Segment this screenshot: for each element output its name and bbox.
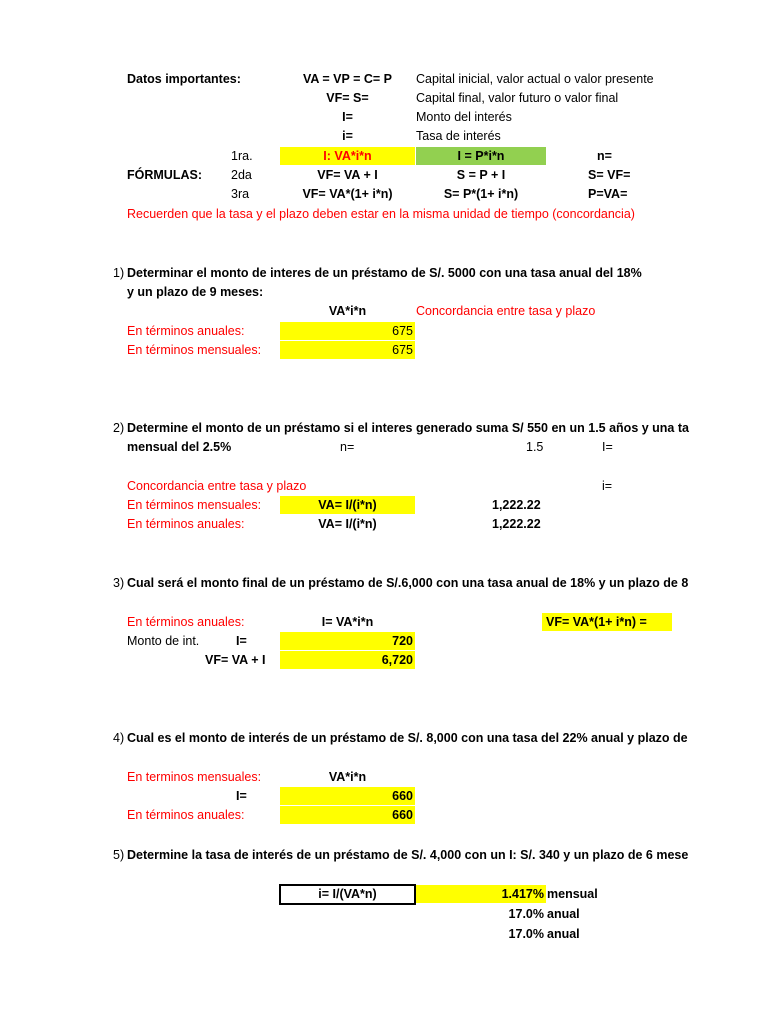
p4-number: 4) bbox=[113, 731, 125, 745]
formula-1ra-label: 1ra. bbox=[231, 149, 253, 163]
p1-concordancia: Concordancia entre tasa y plazo bbox=[416, 304, 596, 318]
p1-row1-value: 675 bbox=[280, 322, 415, 340]
p5-number: 5) bbox=[113, 848, 125, 862]
formula-va: VA = VP = C= P bbox=[302, 72, 393, 86]
formula-3ra-label: 3ra bbox=[231, 187, 250, 201]
desc-I: Monto del interés bbox=[416, 110, 512, 124]
p2-row1-formula: VA= I/(i*n) bbox=[280, 496, 415, 514]
formulas-label: FÓRMULAS: bbox=[127, 168, 202, 182]
formula-1ra-a: I: VA*i*n bbox=[280, 147, 415, 165]
formula-vf: VF= S= bbox=[326, 91, 369, 105]
p4-i-value: 660 bbox=[280, 787, 415, 805]
p5-formula: i= I/(VA*n) bbox=[318, 887, 377, 901]
p2-i2-label: i= bbox=[602, 479, 613, 493]
p2-statement-cont: mensual del 2.5% bbox=[127, 440, 232, 454]
p2-row1-label: En términos mensuales: bbox=[127, 498, 262, 512]
desc-vf: Capital final, valor futuro o valor final bbox=[416, 91, 619, 105]
p3-i-value: 720 bbox=[280, 632, 415, 650]
p5-rate-monthly-unit: mensual bbox=[547, 887, 598, 901]
p3-statement: Cual será el monto final de un préstamo de S/.6,000 con una tasa anual de 18% y un plazo de 8 bbox=[127, 576, 689, 590]
p2-row2-formula: VA= I/(i*n) bbox=[318, 517, 377, 531]
p4-row2-label: En términos anuales: bbox=[127, 808, 245, 822]
p3-vf-value: 6,720 bbox=[280, 651, 415, 669]
p4-i-label: I= bbox=[236, 789, 247, 803]
p4-row2-value: 660 bbox=[280, 806, 415, 824]
formula-2da-a: VF= VA + I bbox=[317, 168, 378, 182]
p3-monto-label: Monto de int. bbox=[127, 634, 200, 648]
p2-n-value: 1.5 bbox=[526, 440, 544, 454]
p4-statement: Cual es el monto de interés de un préstamo de S/. 8,000 con una tasa del 22% anual y plazo de bbox=[127, 731, 688, 745]
formula-1ra-b: I = P*i*n bbox=[416, 147, 546, 165]
p5-rate-annual-2: 17.0% bbox=[508, 927, 544, 941]
datos-importantes-label: Datos importantes: bbox=[127, 72, 241, 86]
p2-row1-value: 1,222.22 bbox=[492, 498, 541, 512]
p4-row1-label: En terminos mensuales: bbox=[127, 770, 262, 784]
p1-statement: Determinar el monto de interes de un préstamo de S/. 5000 con una tasa anual del 18% bbox=[127, 266, 642, 280]
p2-number: 2) bbox=[113, 421, 125, 435]
p3-label: En términos anuales: bbox=[127, 615, 245, 629]
p1-statement-cont: y un plazo de 9 meses: bbox=[127, 285, 264, 299]
p2-concordancia: Concordancia entre tasa y plazo bbox=[127, 479, 307, 493]
p5-rate-annual-2-unit: anual bbox=[547, 927, 580, 941]
formula-3ra-a: VF= VA*(1+ i*n) bbox=[302, 187, 393, 201]
p5-rate-annual-unit: anual bbox=[547, 907, 580, 921]
p3-vf-label: VF= VA + I bbox=[205, 653, 266, 667]
p2-n-label: n= bbox=[340, 440, 355, 454]
p1-row1-label: En términos anuales: bbox=[127, 324, 245, 338]
p5-statement: Determine la tasa de interés de un préstamo de S/. 4,000 con un I: S/. 340 y un plazo de 6 mese bbox=[127, 848, 689, 862]
p2-row2-value: 1,222.22 bbox=[492, 517, 541, 531]
p2-i-label: I= bbox=[602, 440, 613, 454]
formula-1ra-c: n= bbox=[597, 149, 612, 163]
p3-formula: I= VA*i*n bbox=[321, 615, 374, 629]
p2-statement: Determine el monto de un préstamo si el interes generado suma S/ 550 en un 1.5 años y una ta bbox=[127, 421, 689, 435]
formula-I: I= bbox=[342, 110, 353, 124]
desc-va: Capital inicial, valor actual o valor presente bbox=[416, 72, 654, 86]
p5-rate-monthly: 1.417% bbox=[416, 885, 546, 903]
p3-number: 3) bbox=[113, 576, 125, 590]
desc-i: Tasa de interés bbox=[416, 129, 501, 143]
p3-i-label: I= bbox=[236, 634, 247, 648]
p1-row2-value: 675 bbox=[280, 341, 415, 359]
p1-row2-label: En términos mensuales: bbox=[127, 343, 262, 357]
p2-row2-label: En términos anuales: bbox=[127, 517, 245, 531]
p5-rate-annual: 17.0% bbox=[508, 907, 544, 921]
formula-2da-label: 2da bbox=[231, 168, 252, 182]
formula-3ra-c: P=VA= bbox=[588, 187, 628, 201]
p1-formula: VA*i*n bbox=[328, 304, 367, 318]
formula-2da-b: S = P + I bbox=[456, 168, 506, 182]
p3-vf-formula: VF= VA*(1+ i*n) = bbox=[542, 613, 672, 631]
concordancia-note: Recuerden que la tasa y el plazo deben estar en la misma unidad de tiempo (concordancia) bbox=[127, 207, 635, 221]
formula-3ra-b: S= P*(1+ i*n) bbox=[443, 187, 519, 201]
formula-i: i= bbox=[342, 129, 353, 143]
p4-formula: VA*i*n bbox=[328, 770, 367, 784]
formula-2da-c: S= VF= bbox=[588, 168, 631, 182]
p1-number: 1) bbox=[113, 266, 125, 280]
